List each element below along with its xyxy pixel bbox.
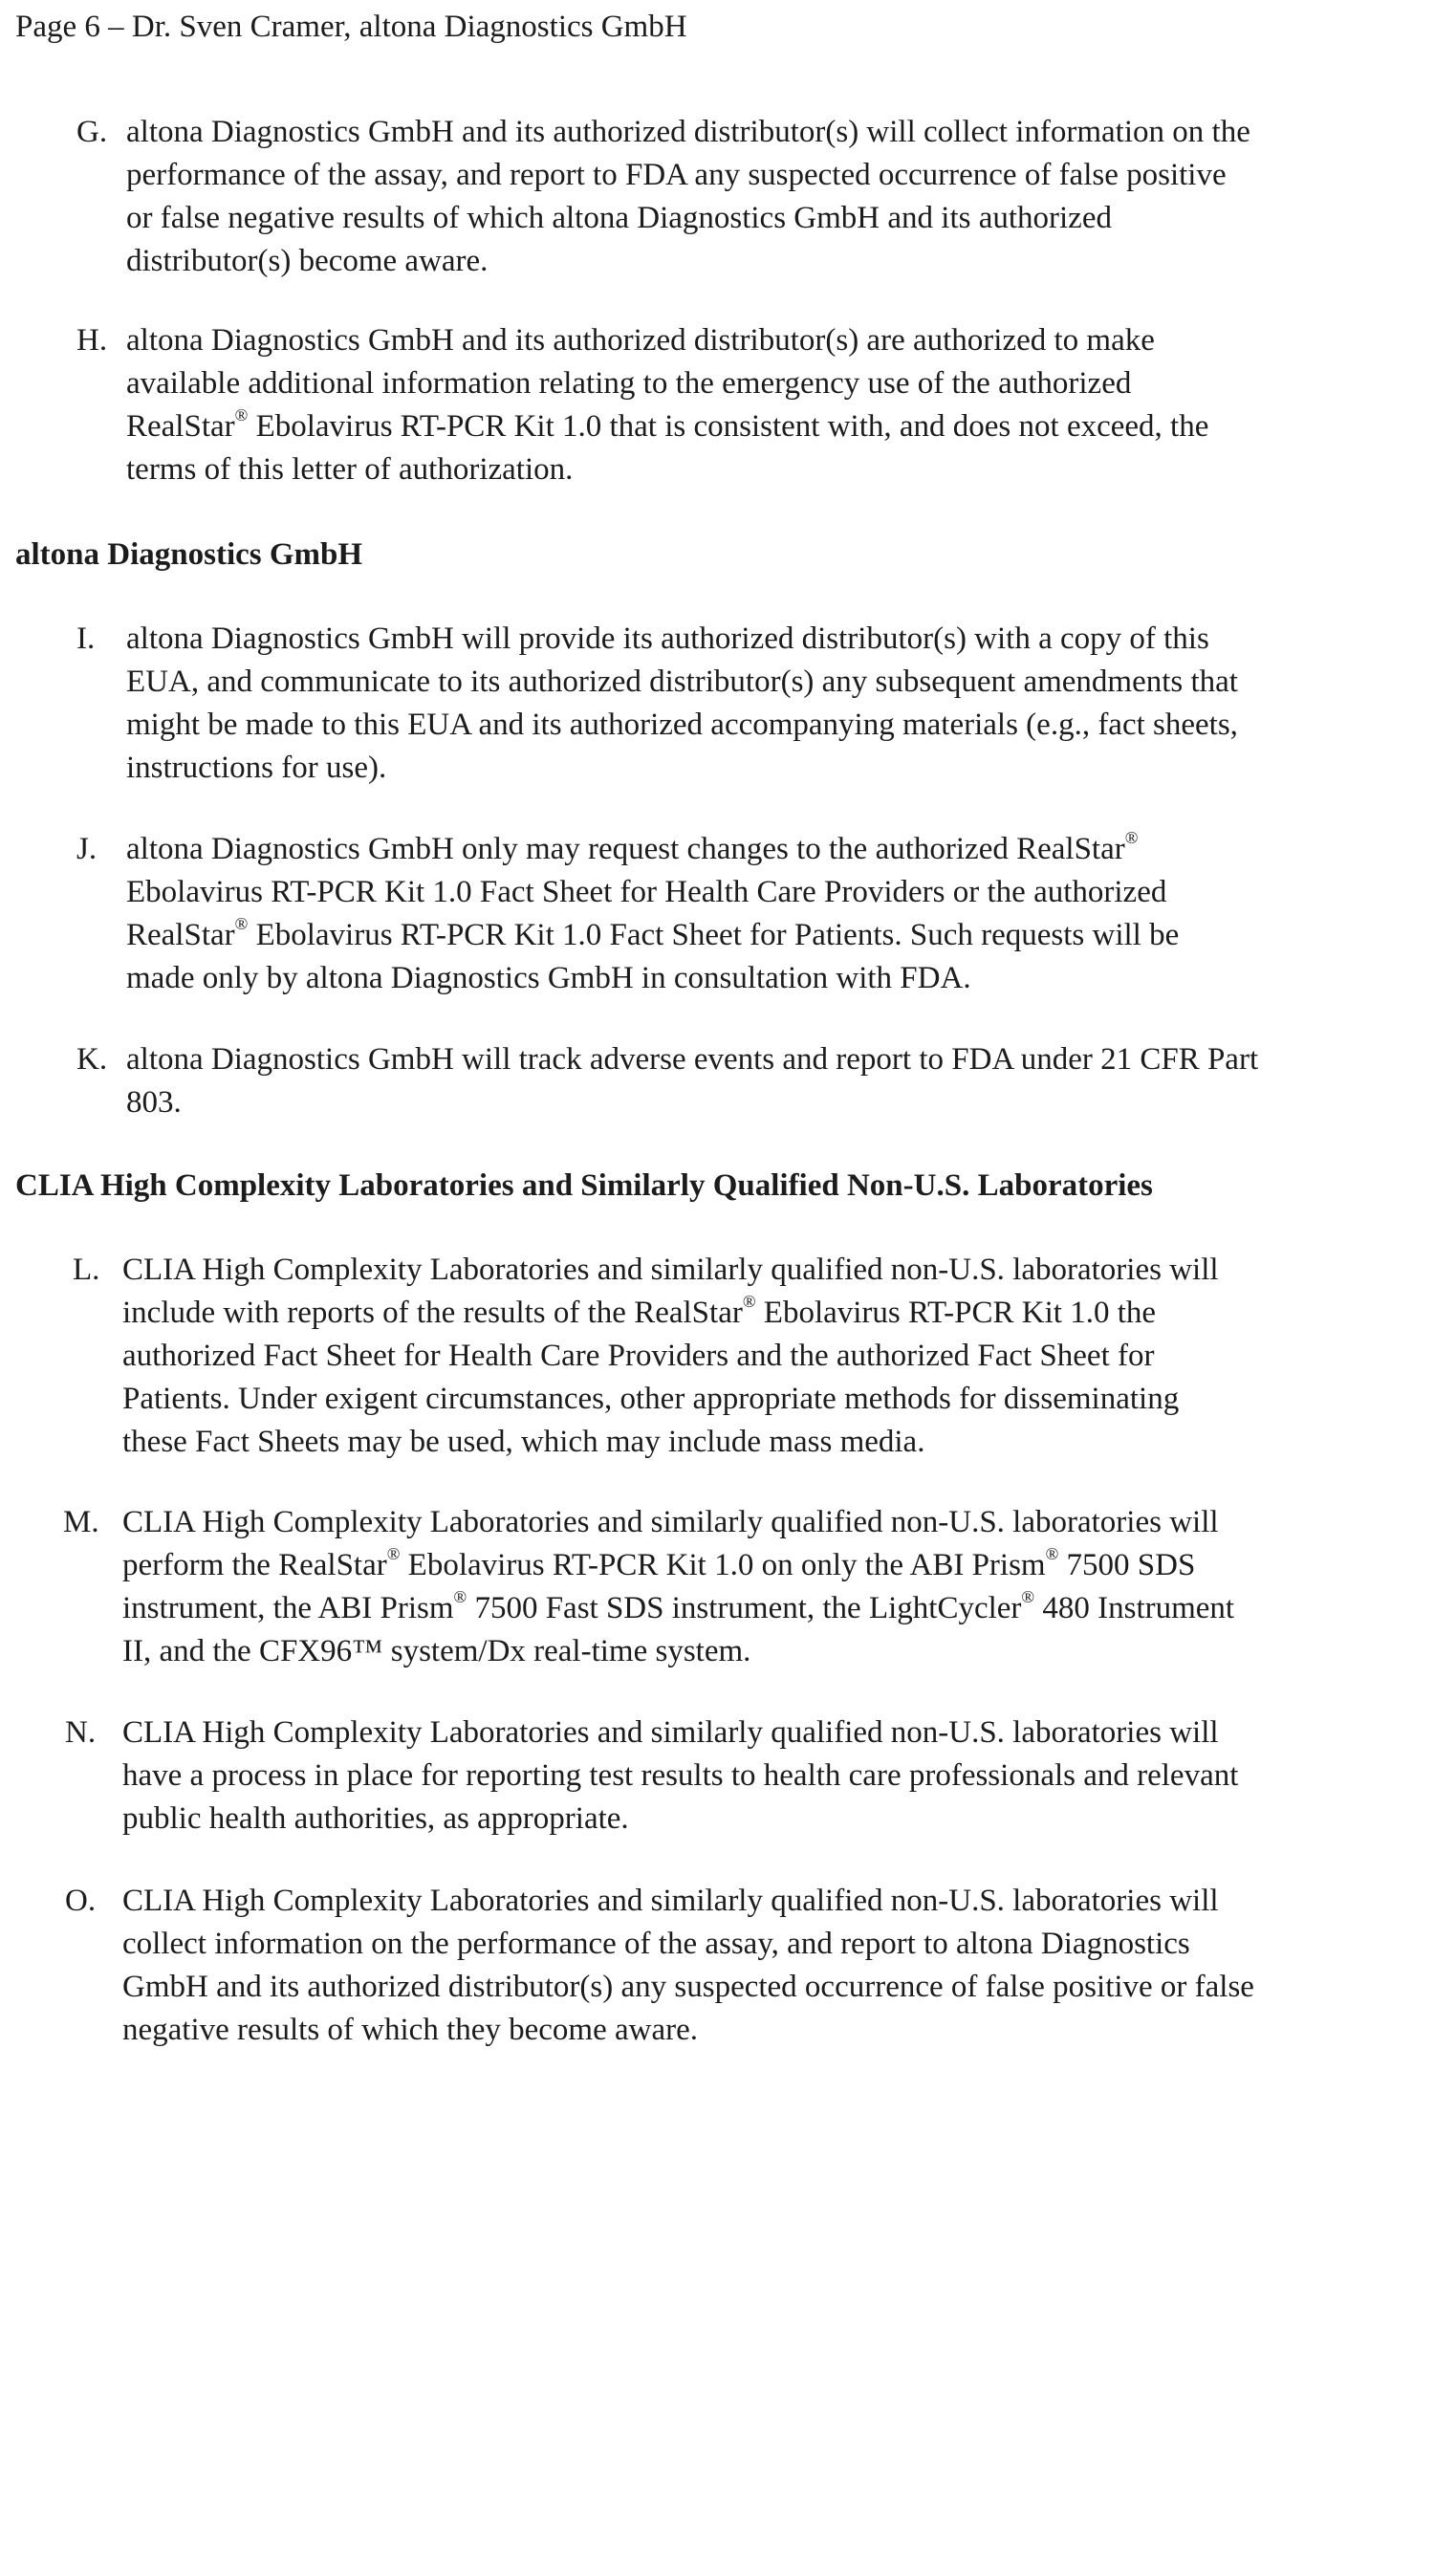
item-letter: G. (76, 115, 108, 149)
item-line: negative results of which they become aware. (122, 2013, 699, 2047)
item-line: made only by altona Diagnostics GmbH in consultation with FDA. (126, 961, 971, 995)
item-line: GmbH and its authorized distributor(s) any suspected occurrence of false positive or false (122, 1970, 1254, 2004)
item-text (126, 111, 1456, 283)
item-text (126, 828, 1456, 1000)
item-line: might be made to this EUA and its authorized accompanying materials (e.g., fact sheets, (126, 708, 1238, 742)
item-line: performance of the assay, and report to FDA any suspected occurrence of false positive (126, 158, 1227, 192)
item-line: these Fact Sheets may be used, which may include mass media. (122, 1425, 925, 1459)
item-line: perform the RealStar® Ebolavirus RT-PCR Kit 1.0 on only the ABI Prism® 7500 SDS (122, 1544, 1196, 1582)
item-line: CLIA High Complexity Laboratories and similarly qualified non-U.S. laboratories will (122, 1253, 1219, 1287)
item-line: EUA, and communicate to its authorized distributor(s) any subsequent amendments that (126, 665, 1238, 699)
item-text (122, 1501, 1456, 1673)
section-heading-altona: altona Diagnostics GmbH (15, 537, 363, 572)
item-text (122, 1880, 1456, 2052)
section-heading-clia: CLIA High Complexity Laboratories and Similarly Qualified Non-U.S. Laboratories (15, 1168, 1153, 1203)
item-line: Ebolavirus RT-PCR Kit 1.0 Fact Sheet for Health Care Providers or the authorized (126, 875, 1167, 909)
item-line: Patients. Under exigent circumstances, other appropriate methods for disseminating (122, 1382, 1180, 1416)
item-text (122, 1711, 1456, 1841)
item-line: 803. (126, 1085, 182, 1120)
item-text (126, 1038, 1456, 1124)
item-line: available additional information relating to the emergency use of the authorized (126, 366, 1132, 401)
item-line: altona Diagnostics GmbH will provide its authorized distributor(s) with a copy of this (126, 621, 1209, 656)
item-line: have a process in place for reporting test results to health care professionals and relevant (122, 1758, 1239, 1793)
item-line: altona Diagnostics GmbH only may request changes to the authorized RealStar® (126, 828, 1139, 866)
item-line: instrument, the ABI Prism® 7500 Fast SDS instrument, the LightCycler® 480 Instrument (122, 1587, 1235, 1625)
page-header: Page 6 – Dr. Sven Cramer, altona Diagnostics GmbH (15, 10, 687, 44)
item-line: altona Diagnostics GmbH and its authorized distributor(s) will collect information on the (126, 115, 1250, 149)
item-letter: O. (65, 1884, 97, 1918)
item-letter: J. (76, 832, 98, 866)
item-letter: H. (76, 323, 108, 358)
item-line: authorized Fact Sheet for Health Care Providers and the authorized Fact Sheet for (122, 1339, 1155, 1373)
item-line: CLIA High Complexity Laboratories and similarly qualified non-U.S. laboratories will (122, 1505, 1219, 1539)
item-line: collect information on the performance of the assay, and report to altona Diagnostics (122, 1927, 1190, 1961)
item-letter: L. (73, 1253, 100, 1287)
item-text (126, 618, 1456, 790)
item-line: RealStar® Ebolavirus RT-PCR Kit 1.0 that is consistent with, and does not exceed, the (126, 405, 1209, 444)
item-line: CLIA High Complexity Laboratories and similarly qualified non-U.S. laboratories will (122, 1884, 1219, 1918)
item-letter: K. (76, 1042, 108, 1077)
item-line: distributor(s) become aware. (126, 244, 489, 278)
item-line: CLIA High Complexity Laboratories and similarly qualified non-U.S. laboratories will (122, 1715, 1219, 1750)
item-line: RealStar® Ebolavirus RT-PCR Kit 1.0 Fact Sheet for Patients. Such requests will be (126, 914, 1180, 952)
item-line: altona Diagnostics GmbH and its authorized distributor(s) are authorized to make (126, 323, 1155, 358)
item-line: terms of this letter of authorization. (126, 452, 574, 487)
item-line: II, and the CFX96™ system/Dx real-time system. (122, 1634, 751, 1668)
item-text (122, 1249, 1456, 1464)
item-line: instructions for use). (126, 751, 387, 785)
item-line: altona Diagnostics GmbH will track adverse events and report to FDA under 21 CFR Part (126, 1042, 1259, 1077)
item-line: or false negative results of which altona Diagnostics GmbH and its authorized (126, 201, 1112, 235)
item-line: public health authorities, as appropriate. (122, 1801, 629, 1836)
item-letter: N. (65, 1715, 97, 1750)
item-letter: I. (76, 621, 96, 656)
item-line: include with reports of the results of the RealStar® Ebolavirus RT-PCR Kit 1.0 the (122, 1292, 1157, 1330)
item-text (126, 319, 1456, 491)
item-letter: M. (63, 1505, 99, 1539)
